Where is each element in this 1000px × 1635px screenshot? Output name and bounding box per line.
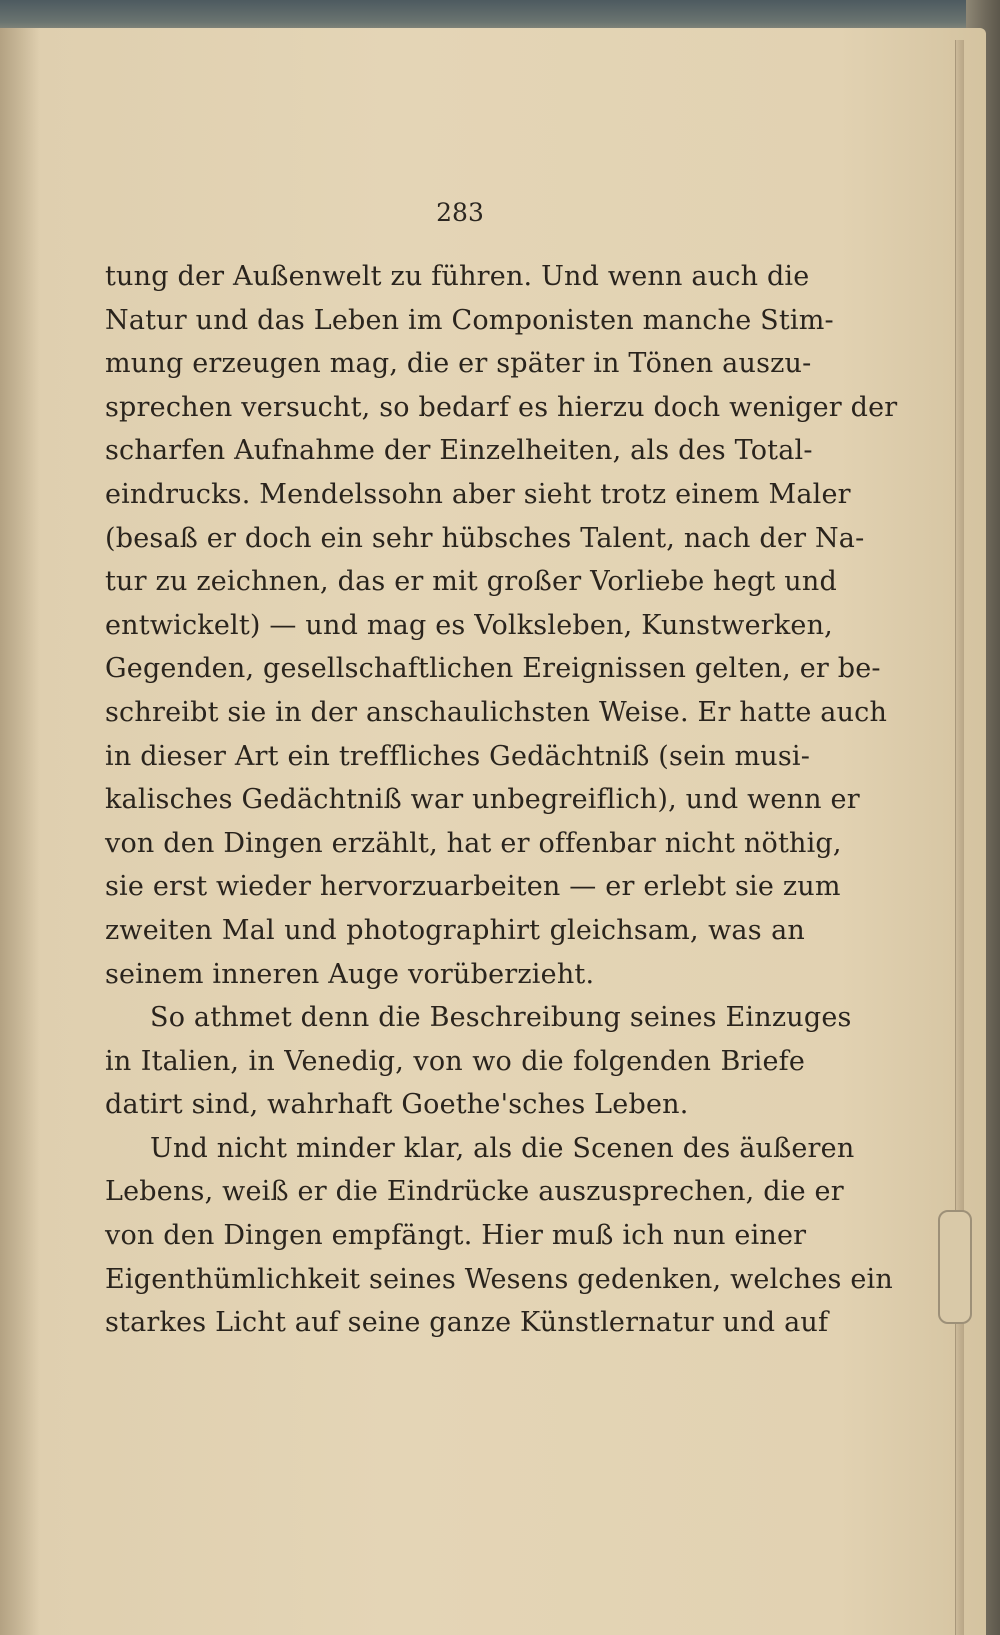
text-line: in Italien, in Venedig, von wo die folgenden Briefe [105,1045,805,1077]
text-line: sprechen versucht, so bedarf es hierzu doch weniger der [105,391,898,423]
text-line: starkes Licht auf seine ganze Künstlernatur und auf [105,1307,829,1339]
text-line: (besaß er doch ein sehr hübsches Talent, nach der Na- [105,522,865,554]
text-line: Natur und das Leben im Componisten manche Stim- [105,304,834,336]
text-line: So athmet denn die Beschreibung seines Einzuges [150,1002,852,1034]
text-line: Und nicht minder klar, als die Scenen des äußeren [150,1132,855,1164]
page-number: 283 [436,198,484,227]
text-line: tur zu zeichnen, das er mit großer Vorliebe hegt und [105,566,837,598]
bookmark-tab [938,1210,972,1324]
text-line: entwickelt) — und mag es Volksleben, Kunstwerken, [105,609,833,641]
text-line: tung der Außenwelt zu führen. Und wenn auch die [105,261,810,292]
text-line: eindrucks. Mendelssohn aber sieht trotz einem Maler [105,478,851,510]
text-line: zweiten Mal und photographirt gleichsam, was an [105,914,805,946]
text-line: von den Dingen erzählt, hat er offenbar nicht nöthig, [105,827,842,859]
text-line: Lebens, weiß er die Eindrücke auszusprechen, die er [105,1176,844,1208]
text-line: scharfen Aufnahme der Einzelheiten, als des Total- [105,435,813,467]
text-line: in dieser Art ein treffliches Gedächtniß (sein musi- [105,740,811,772]
text-line: Eigenthümlichkeit seines Wesens gedenken, welches ein [105,1263,893,1295]
text-line: kalisches Gedächtniß war unbegreiflich), und wenn er [105,784,860,816]
text-line: seinem inneren Auge vorüberzieht. [105,958,595,990]
text-line: von den Dingen empfängt. Hier muß ich nun einer [105,1220,807,1252]
page-edge [955,40,964,1635]
body-text [105,255,898,1345]
text-line: Gegenden, gesellschaftlichen Ereignissen gelten, er be- [105,653,881,685]
text-line: schreibt sie in der anschaulichsten Weise. Er hatte auch [105,696,888,728]
text-line: datirt sind, wahrhaft Goethe'sches Leben. [105,1089,689,1121]
text-line: sie erst wieder hervorzuarbeiten — er erlebt sie zum [105,871,841,903]
text-line: mung erzeugen mag, die er später in Tönen auszu- [105,348,812,380]
gutter-shadow [0,28,40,1635]
